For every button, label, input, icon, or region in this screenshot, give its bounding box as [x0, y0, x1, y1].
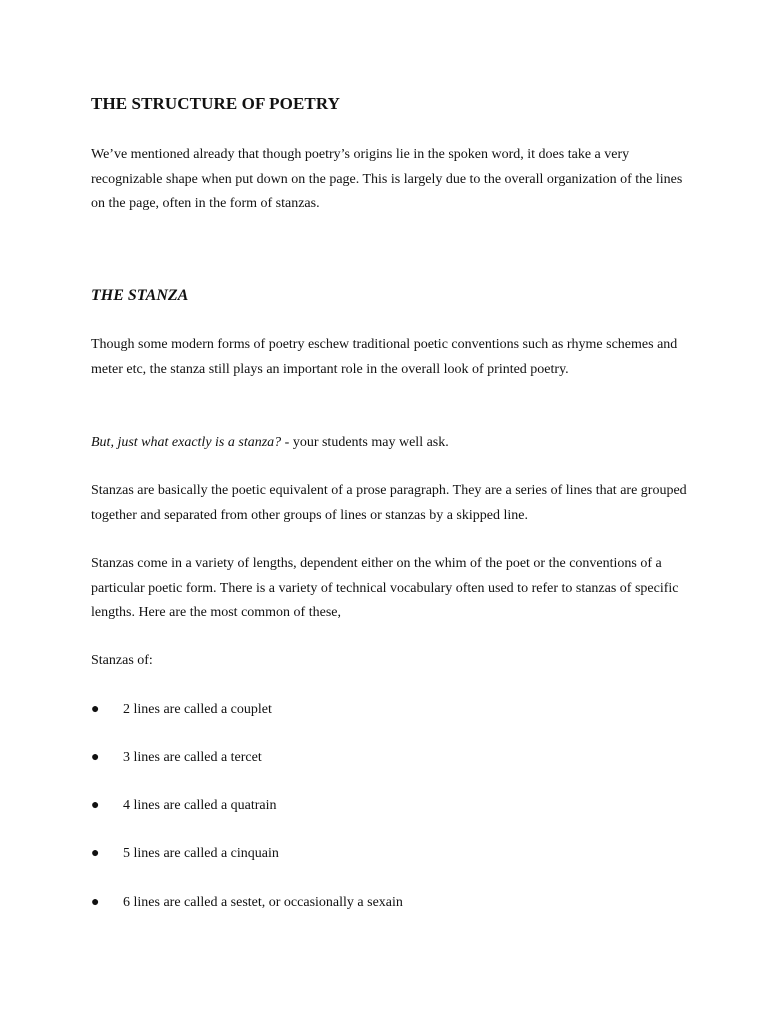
- paragraph-conventions: Though some modern forms of poetry eschew traditional poetic conventions such as rhyme schemes and meter etc, the stanza still plays an important role in the overall look of printed poetry.: [91, 337, 678, 377]
- list-item-text: 2 lines are called a couplet: [123, 702, 272, 717]
- paragraph-lengths: Stanzas come in a variety of lengths, dependent either on the whim of the poet or the conventions of a particular poetic form. There is a variety of technical vocabulary often used to refer to stanzas of specific lengths. Here are the most common of these,: [91, 556, 679, 620]
- list-intro: Stanzas of:: [91, 653, 153, 668]
- question-tail: - your students may well ask.: [281, 435, 449, 450]
- list-item-text: 3 lines are called a tercet: [123, 750, 262, 765]
- question-paragraph: [91, 431, 691, 456]
- bullet-icon: ●: [91, 846, 100, 861]
- question-text: But, just what exactly is a stanza?: [91, 435, 282, 450]
- list-item-text: 5 lines are called a cinquain: [123, 846, 279, 861]
- list-item-text: 6 lines are called a sestet, or occasionally a sexain: [123, 895, 403, 910]
- paragraph-definition: Stanzas are basically the poetic equivalent of a prose paragraph. They are a series of lines that are grouped together and separated from other groups of lines or stanzas by a skipped line.: [91, 483, 687, 523]
- bullet-icon: ●: [91, 702, 100, 717]
- bullet-icon: ●: [91, 895, 100, 910]
- list-item-text: 4 lines are called a quatrain: [123, 798, 277, 813]
- section-heading: THE STANZA: [91, 287, 189, 304]
- intro-paragraph: We’ve mentioned already that though poetry’s origins lie in the spoken word, it does take a very recognizable shape when put down on the page. This is largely due to the overall organization of the lines on the page, often in the form of stanzas.: [91, 147, 683, 211]
- bullet-icon: ●: [91, 750, 100, 765]
- bullet-icon: ●: [91, 798, 100, 813]
- page-title: THE STRUCTURE OF POETRY: [91, 94, 341, 113]
